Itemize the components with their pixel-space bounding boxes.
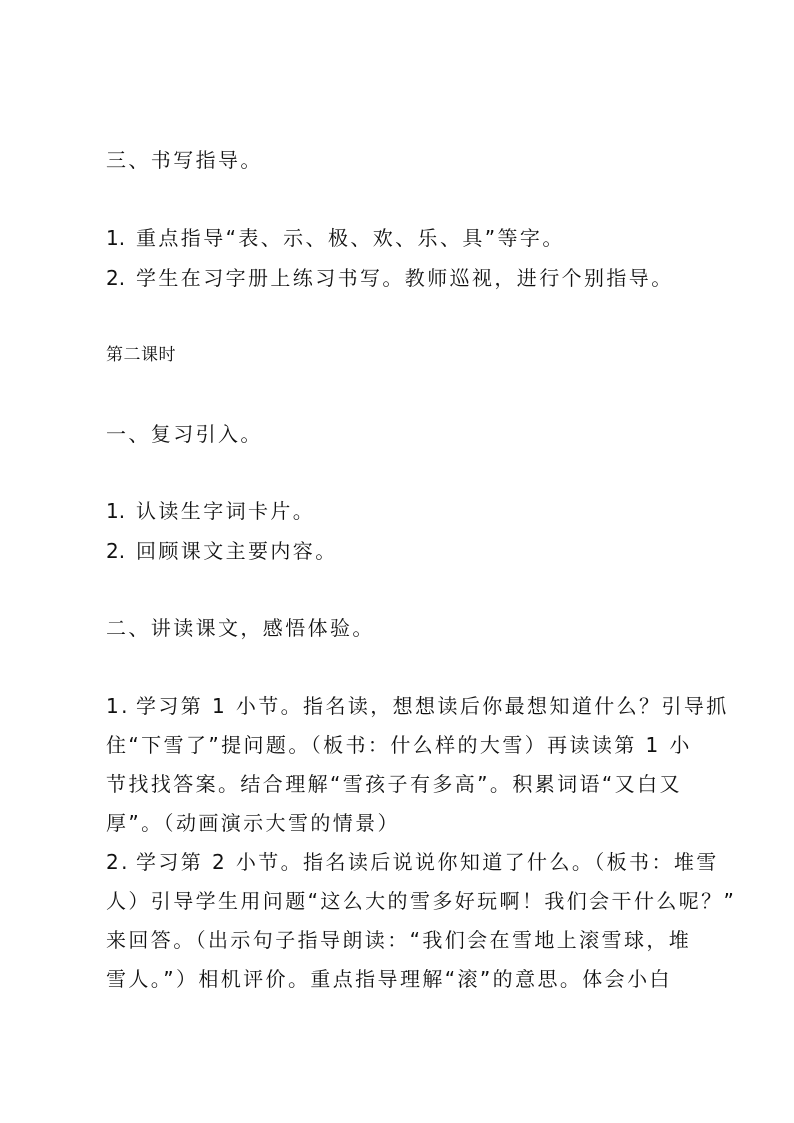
list-text: 认读生字词卡片。 xyxy=(136,499,316,523)
list-number: 1. xyxy=(106,499,126,523)
paragraph-line: 住“下雪了”提问题。（板书：什么样的大雪）再读读第 1 小 xyxy=(106,733,692,757)
section-heading-reading: 二、讲读课文，感悟体验。 xyxy=(106,616,375,640)
paragraph-line: 来回答。（出示句子指导朗读：“我们会在雪地上滚雪球，堆 xyxy=(106,928,692,952)
paragraph-line: 厚”。（动画演示大雪的情景） xyxy=(106,811,400,835)
list-text: 重点指导“表、示、极、欢、乐、具”等字。 xyxy=(136,226,565,250)
paragraph-line: 学习第 1 小节。指名读，想想读后你最想知道什么？引导抓 xyxy=(136,694,729,718)
paragraph-number: 1. xyxy=(106,694,130,718)
lesson-title: 第二课时 xyxy=(106,345,176,365)
paragraph-line: 人）引导学生用问题“这么大的雪多好玩啊！我们会干什么呢？” xyxy=(106,889,737,913)
list-number: 1. xyxy=(106,226,126,250)
paragraph-line: 节找找答案。结合理解“雪孩子有多高”。积累词语“又白又 xyxy=(106,772,682,796)
section-heading-review: 一、复习引入。 xyxy=(106,422,263,446)
paragraph-number: 2. xyxy=(106,850,130,874)
list-number: 2. xyxy=(106,266,126,290)
section-heading-writing: 三、书写指导。 xyxy=(106,148,263,172)
list-text: 学生在习字册上练习书写。教师巡视，进行个别指导。 xyxy=(136,266,674,290)
list-text: 回顾课文主要内容。 xyxy=(136,539,338,563)
paragraph-line: 学习第 2 小节。指名读后说说你知道了什么。（板书：堆雪 xyxy=(136,850,719,874)
paragraph-line: 雪人。”）相机评价。重点指导理解“滚”的意思。体会小白 xyxy=(106,967,672,991)
list-number: 2. xyxy=(106,539,126,563)
